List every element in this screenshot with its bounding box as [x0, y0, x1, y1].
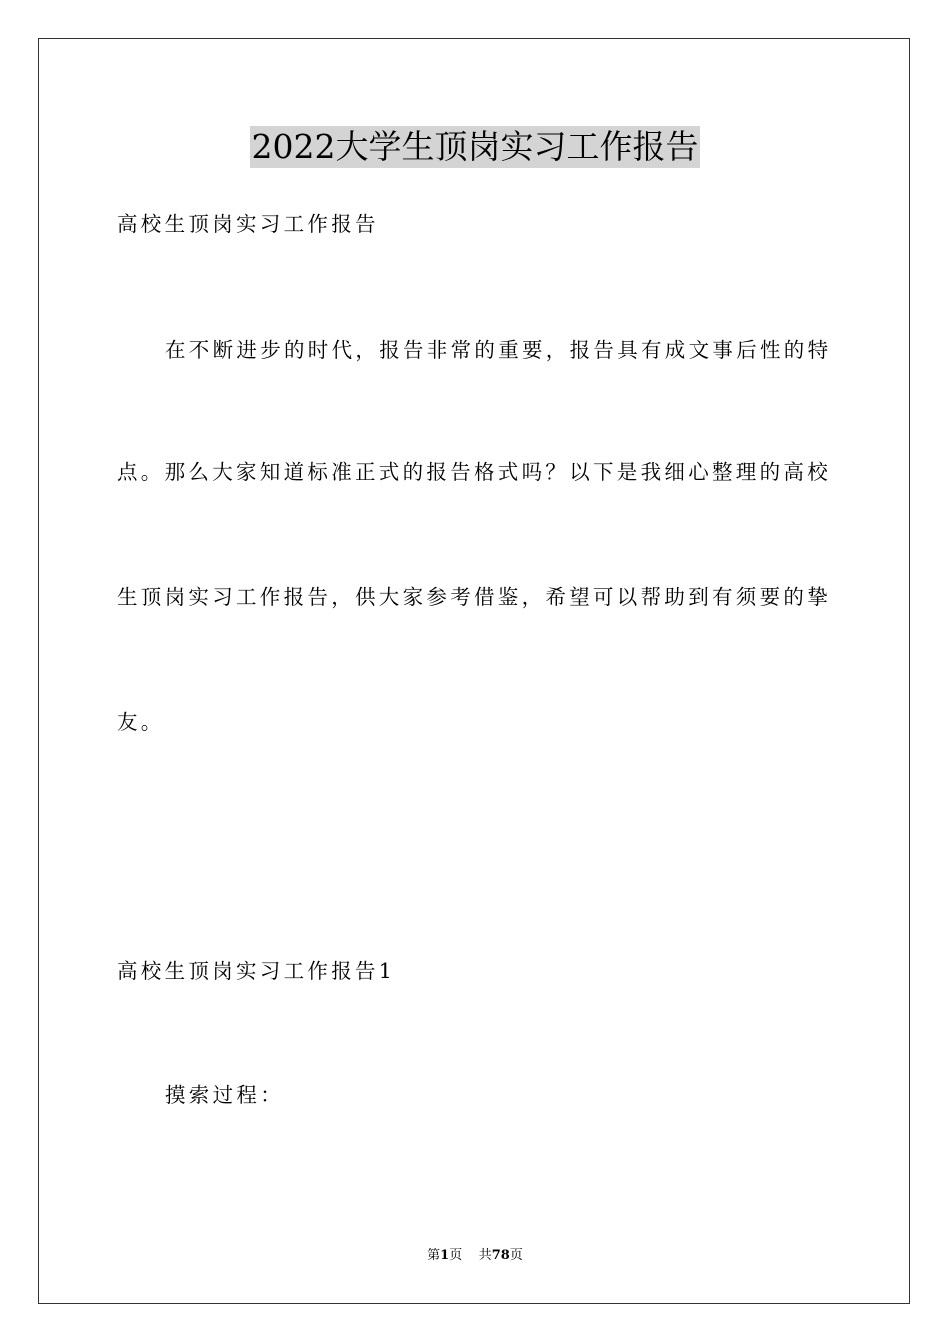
- page-number: 1: [440, 1248, 450, 1263]
- section-heading: 高校生顶岗实习工作报告1: [117, 959, 396, 983]
- document-title: 2022大学生顶岗实习工作报告: [251, 127, 699, 166]
- paragraph-line-3: 生顶岗实习工作报告，供大家参考借鉴，希望可以帮助到有须要的挚: [117, 585, 831, 609]
- document-subtitle: 高校生顶岗实习工作报告: [117, 212, 379, 236]
- total-pages: 78: [491, 1248, 510, 1263]
- paragraph-line-2: 点。那么大家知道标准正式的报告格式吗？以下是我细心整理的高校: [117, 460, 831, 484]
- title-container: [0, 126, 950, 168]
- total-suffix: 页: [509, 1248, 523, 1263]
- page-prefix: 第: [427, 1248, 441, 1263]
- paragraph-line-4: 友。: [117, 710, 165, 734]
- total-prefix: 共: [478, 1248, 492, 1263]
- paragraph-line-1: 在不断进步的时代，报告非常的重要，报告具有成文事后性的特: [165, 338, 832, 362]
- section-subheading: 摸索过程：: [165, 1083, 284, 1107]
- page-suffix: 页: [449, 1248, 463, 1263]
- page-footer: [0, 1247, 950, 1265]
